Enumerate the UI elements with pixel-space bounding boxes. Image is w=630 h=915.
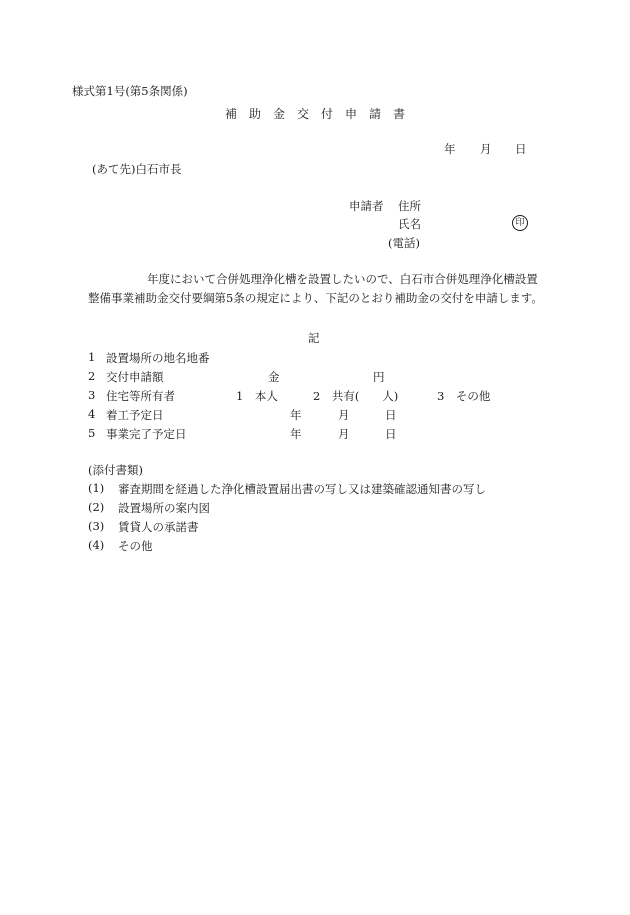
applicant-address-label: 住所	[398, 199, 421, 213]
addressee: (あて先)白石市長	[92, 162, 182, 176]
item-label: 住宅等所有者	[106, 389, 175, 403]
item-number: 5	[88, 426, 96, 440]
attachment-text: その他	[118, 539, 153, 553]
owner-option-shared: 2 共有( 人)	[313, 389, 399, 403]
item-label: 事業完了予定日	[106, 427, 187, 441]
form-label: 様式第1号(第5条関係)	[72, 84, 188, 98]
seal-mark: 印	[512, 215, 528, 231]
start-month: 月	[338, 408, 350, 422]
amount-kin: 金	[268, 370, 280, 384]
item-number: 4	[88, 407, 96, 421]
item-number: 3	[88, 388, 96, 402]
date-month: 月	[480, 142, 492, 156]
item-number: 1	[88, 350, 96, 364]
date-year: 年	[444, 142, 456, 156]
end-month: 月	[338, 427, 350, 441]
document-title: 補 助 金 交 付 申 請 書	[225, 107, 406, 121]
owner-option-self: 1 本人	[236, 389, 278, 403]
attachment-text: 設置場所の案内図	[118, 501, 210, 515]
item-number: 2	[88, 369, 96, 383]
owner-option-other: 3 その他	[437, 389, 491, 403]
start-year: 年	[290, 408, 302, 422]
start-day: 日	[385, 408, 397, 422]
end-year: 年	[290, 427, 302, 441]
applicant-role: 申請者	[349, 199, 384, 213]
item-label: 着工予定日	[106, 408, 164, 422]
attachment-text: 審査期間を経過した浄化槽設置届出書の写し又は建築確認通知書の写し	[118, 482, 486, 496]
body-line-2: 整備事業補助金交付要綱第5条の規定により、下記のとおり補助金の交付を申請します。	[88, 291, 543, 305]
attachment-number: (1)	[88, 481, 105, 495]
attachment-text: 賃貸人の承諾書	[118, 520, 199, 534]
ki-heading: 記	[308, 331, 320, 345]
end-day: 日	[385, 427, 397, 441]
attachments-header: (添付書類)	[88, 463, 143, 477]
date-day: 日	[515, 142, 527, 156]
applicant-name-label: 氏名	[398, 217, 421, 231]
attachment-number: (3)	[88, 519, 105, 533]
amount-en: 円	[373, 370, 385, 384]
body-line-1: 年度において合併処理浄化槽を設置したいので、白石市合併処理浄化槽設置	[147, 272, 538, 286]
attachment-number: (2)	[88, 500, 105, 514]
applicant-phone-label: (電話)	[388, 236, 420, 250]
attachment-number: (4)	[88, 538, 105, 552]
item-label: 設置場所の地名地番	[106, 351, 210, 365]
item-label: 交付申請額	[106, 370, 164, 384]
